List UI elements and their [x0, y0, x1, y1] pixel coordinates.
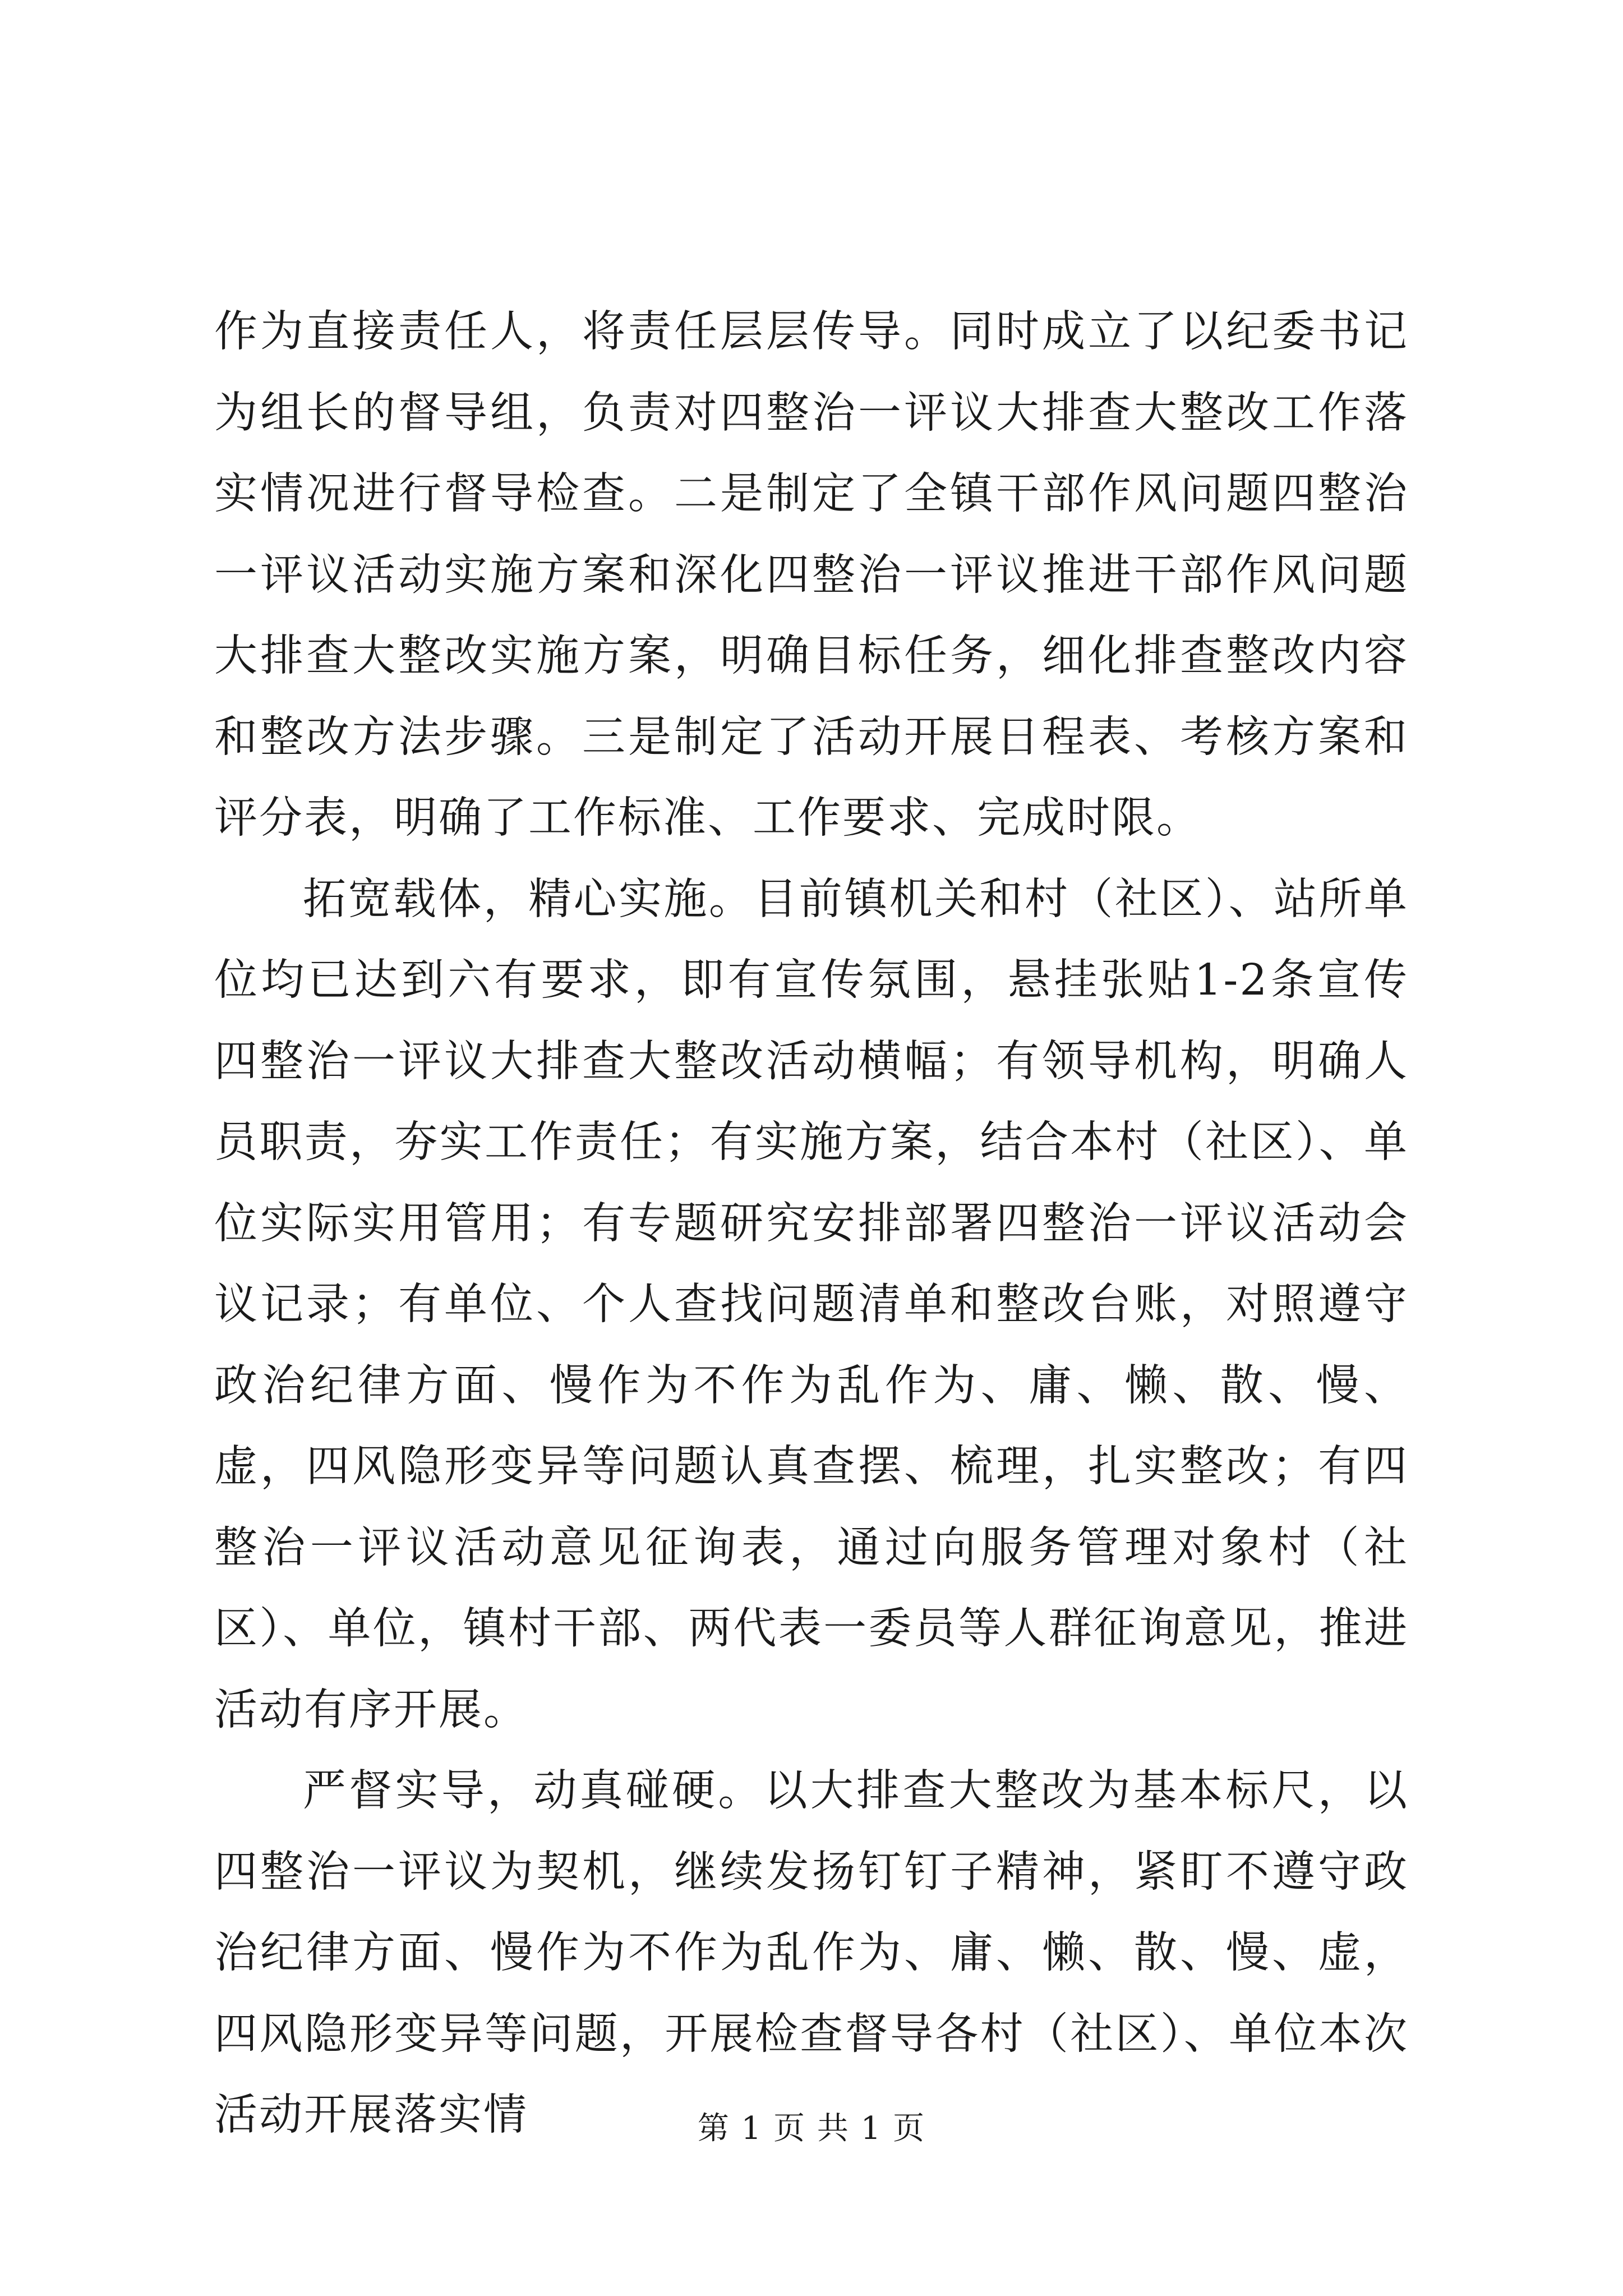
document-body — [214, 292, 1409, 2156]
page-footer: 第 1 页 共 1 页 — [697, 2110, 926, 2147]
paragraph-3: 严督实导，动真碰硬。以大排查大整改为基本标尺，以四整治一评议为契机，继续发扬钉钉子精神，紧盯不遵守政治纪律方面、慢作为不作为乱作为、庸、懒、散、慢、虚，四风隐形变异等问题，开展检查督导各村（社区）、单位本次活动开展落实情 — [214, 1766, 1409, 2140]
paragraph-1: 作为直接责任人，将责任层层传导。同时成立了以纪委书记为组长的督导组，负责对四整治一评议大排查大整改工作落实情况进行督导检查。二是制定了全镇干部作风问题四整治一评议活动实施方案和深化四整治一评议推进干部作风问题大排查大整改实施方案，明确目标任务，细化排查整改内容和整改方法步骤。三是制定了活动开展日程表、考核方案和评分表，明确了工作标准、工作要求、完成时限。 — [214, 307, 1409, 843]
paragraph-2: 拓宽载体，精心实施。目前镇机关和村（社区）、站所单位均已达到六有要求，即有宣传氛围，悬挂张贴1-2条宣传四整治一评议大排查大整改活动横幅；有领导机构，明确人员职责，夯实工作责任；有实施方案，结合本村（社区）、单位实际实用管用；有专题研究安排部署四整治一评议活动会议记录；有单位、个人查找问题清单和整改台账，对照遵守政治纪律方面、慢作为不作为乱作为、庸、懒、散、慢、虚，四风隐形变异等问题认真查摆、梳理，扎实整改；有四整治一评议活动意见征询表，通过向服务管理对象村（社区）、单位，镇村干部、两代表一委员等人群征询意见，推进活动有序开展。 — [214, 874, 1409, 1735]
